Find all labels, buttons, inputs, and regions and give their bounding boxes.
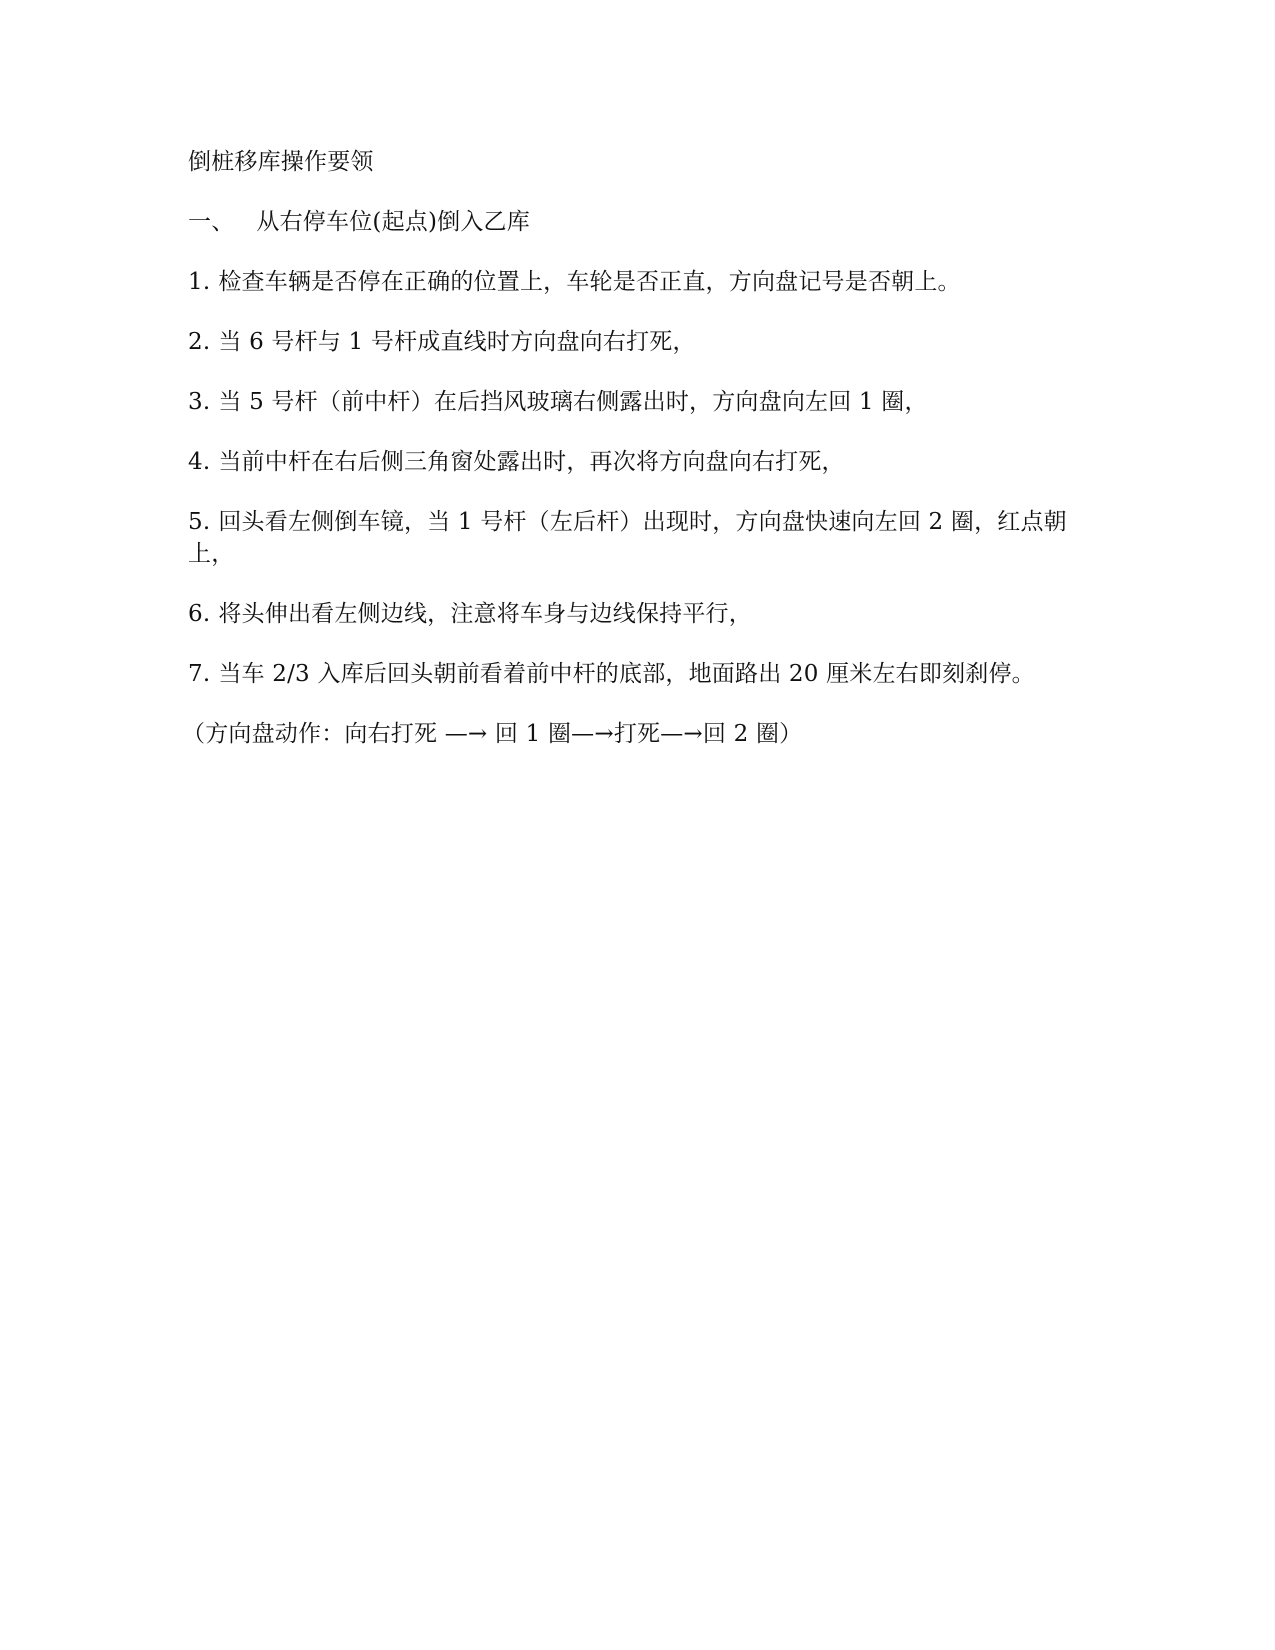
step-text: 当 5 号杆（前中杆）在后挡风玻璃右侧露出时，方向盘向左回 1 圈， (218, 389, 928, 415)
steering-note: （方向盘动作：向右打死 —→ 回 1 圈—→打死—→回 2 圈） (182, 721, 803, 747)
step-5 (188, 506, 1088, 570)
step-text: 将头伸出看左侧边线，注意将车身与边线保持平行， (218, 601, 752, 627)
step-number: 5. (188, 509, 211, 535)
document-title: 倒桩移库操作要领 (188, 149, 374, 175)
document-content (182, 146, 1088, 750)
step-1 (188, 266, 1088, 298)
section-marker: 一、 (188, 209, 235, 235)
step-7 (188, 658, 1088, 690)
step-number: 4. (188, 449, 211, 475)
step-number: 2. (188, 329, 211, 355)
step-text: 回头看左侧倒车镜，当 1 号杆（左后杆）出现时，方向盘快速向左回 2 圈，红点朝上， (188, 509, 1067, 567)
step-2 (188, 326, 1088, 358)
step-3 (188, 386, 1088, 418)
step-text: 当前中杆在右后侧三角窗处露出时，再次将方向盘向右打死， (218, 449, 845, 475)
step-text: 检查车辆是否停在正确的位置上，车轮是否正直，方向盘记号是否朝上。 (218, 269, 961, 295)
step-text: 当 6 号杆与 1 号杆成直线时方向盘向右打死， (218, 329, 696, 355)
step-number: 1. (188, 269, 211, 295)
step-number: 6. (188, 601, 211, 627)
section-heading (188, 206, 1088, 238)
step-text: 当车 2/3 入库后回头朝前看着前中杆的底部，地面路出 20 厘米左右即刻刹停。 (218, 661, 1035, 687)
step-number: 3. (188, 389, 211, 415)
step-number: 7. (188, 661, 211, 687)
step-4 (188, 446, 1088, 478)
step-6 (188, 598, 1088, 630)
section-text: 从右停车位(起点)倒入乙库 (256, 209, 530, 235)
